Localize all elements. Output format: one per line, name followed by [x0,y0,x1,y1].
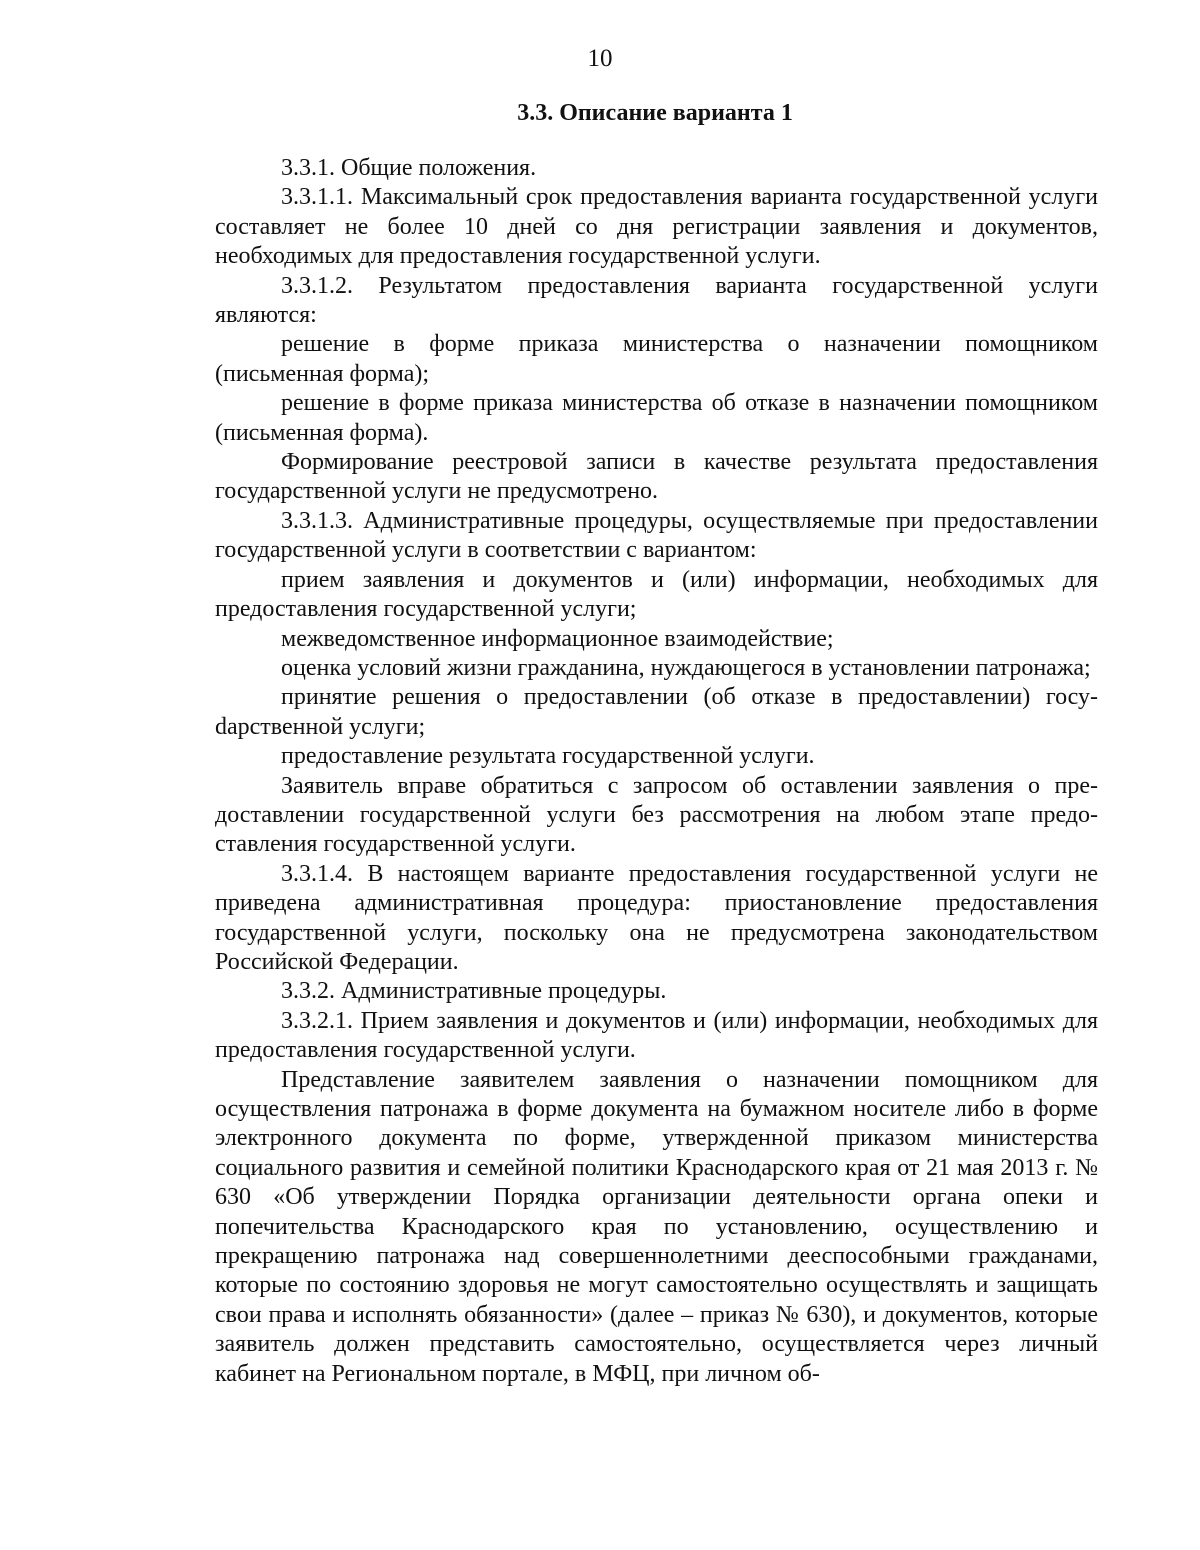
paragraph: 3.3.1.3. Административные процедуры, осуществляемые при предоставлении государственной услуги в соответствии с вариантом: [215,507,1098,564]
paragraph: Заявитель вправе обратиться с запросом об оставлении заявления о предоставлении государственной услуги без рассмотрения на любом этапе предоставления государственной услуги. [215,772,1098,858]
page-number: 10 [587,45,613,72]
paragraph: решение в форме приказа министерства об отказе в назначении помощником (письменная форма). [215,390,1098,446]
paragraph: решение в форме приказа министерства о назначении помощником (письменная форма); [215,331,1098,387]
paragraph: 3.3.1.2. Результатом предоставления варианта государственной услуги являются: [215,272,1098,329]
paragraph: Представление заявителем заявления о назначении помощником для осуществления патронажа в форме документа на бумажном носителе либо в форме электронного документа по форме, утвержденной приказом министерства социального развития и семейной политики Краснодарского края от 21 мая 2013 г. № 630 «Об утверждении Порядка организации деятельности органа опеки и попечительства Краснодарского края по установлению, осуществлению и прекращению патронажа над совершеннолетними дееспособными гражданами, которые по состоянию здоровья не могут самостоятельно осуществлять и защищать свои права и исполнять обязанности» (далее – приказ № 630), и документов, которые заявитель должен представить самостоятельно, осуществляется через личный кабинет на Региональном портале, в МФЦ, при личном об- [215,1066,1098,1387]
paragraph: Формирование реестровой записи в качестве результата предоставления государственной услуги не предусмотрено. [215,449,1098,505]
paragraph: 3.3.2. Административные процедуры. [281,978,667,1005]
body-text [215,154,1098,1389]
paragraph: прием заявления и документов и (или) информации, необходимых для предоставления государственной услуги; [215,566,1098,623]
section-heading: 3.3. Описание варианта 1 [517,100,793,126]
paragraph: межведомственное информационное взаимодействие; [281,625,834,652]
paragraph: 3.3.1.1. Максимальный срок предоставления варианта государственной услуги составляет не более 10 дней со дня регистрации заявления и документов, необходимых для предоставления государственной услуги. [215,184,1098,270]
paragraph: предоставление результата государственной услуги. [281,743,815,770]
paragraph: 3.3.1.4. В настоящем варианте предоставления государственной услуги не приведена административная процедура: приостановление предоставления государственной услуги, поскольку она не предусмотрена законодательством Российской Федерации. [215,860,1098,975]
paragraph: 3.3.1. Общие положения. [281,155,537,181]
paragraph: оценка условий жизни гражданина, нуждающегося в установлении патронажа; [281,654,1091,681]
paragraph: принятие решения о предоставлении (об отказе в предоставлении) госуdарственной услуги; [215,684,1098,740]
paragraph: 3.3.2.1. Прием заявления и документов и (или) информации, необходимых для предоставления государственной услуги. [215,1007,1098,1064]
